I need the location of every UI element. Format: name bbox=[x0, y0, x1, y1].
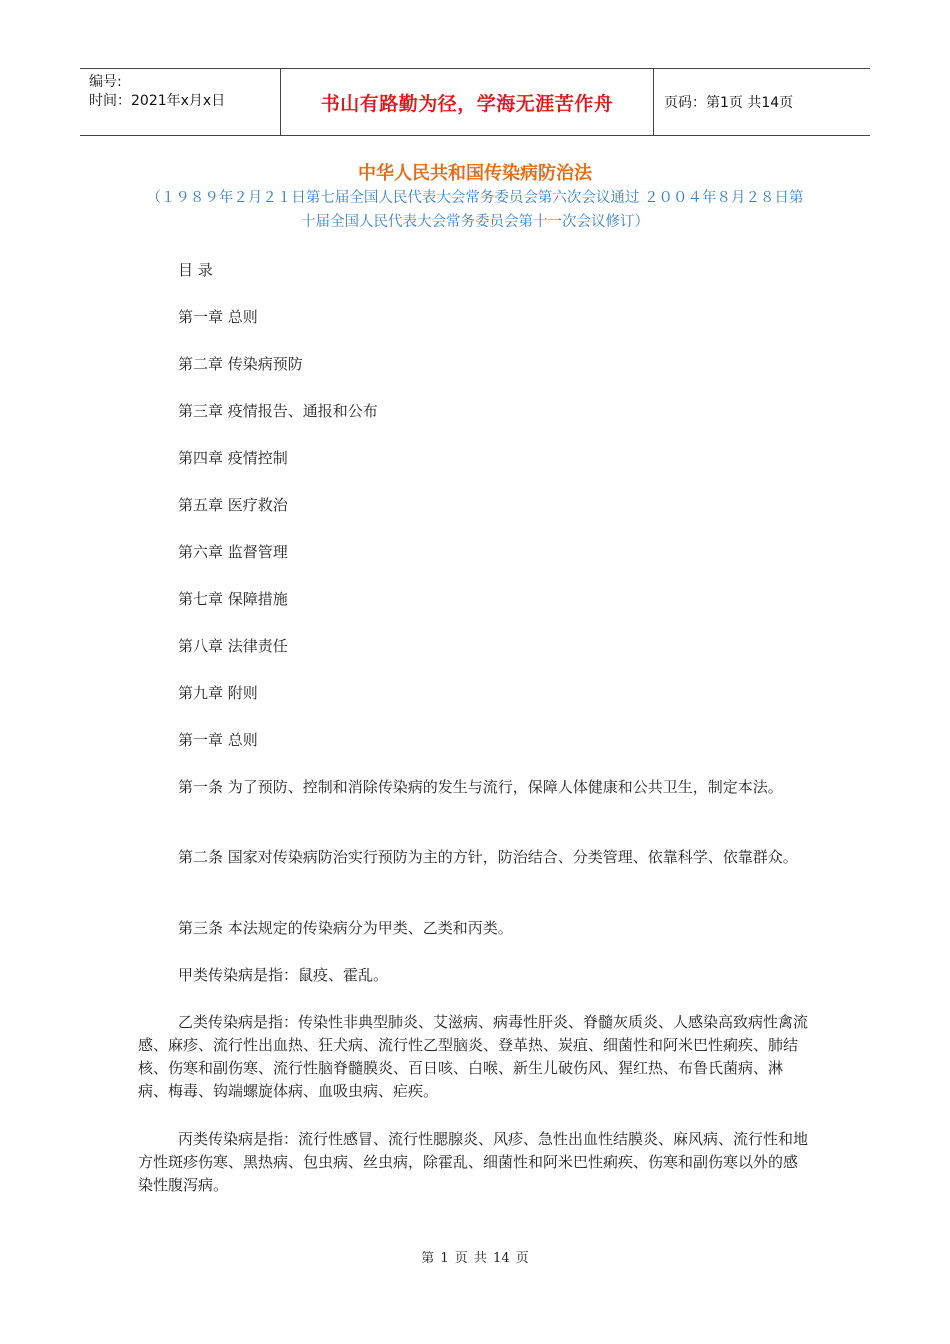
toc-item: 第八章 法律责任 bbox=[178, 637, 288, 655]
toc-heading: 目 录 bbox=[178, 261, 213, 279]
chapter-heading: 第一章 总则 bbox=[178, 731, 258, 749]
article-paragraph: 丙类传染病是指：流行性感冒、流行性腮腺炎、风疹、急性出血性结膜炎、麻风病、流行性和地方性斑疹伤寒、黑热病、包虫病、丝虫病，除霍乱、细菌性和阿米巴性痢疾、伤寒和副伤寒以外的感染性腹泻病。 bbox=[138, 1130, 809, 1194]
document-subtitle: （１９８９年２月２１日第七届全国人民代表大会常务委员会第六次会议通过 ２００４年８月２８日第十届全国人民代表大会常务委员会第十一次会议修订） bbox=[146, 190, 804, 230]
toc-item: 第四章 疫情控制 bbox=[178, 449, 288, 467]
article-paragraph: 甲类传染病是指：鼠疫、霍乱。 bbox=[178, 966, 389, 984]
toc-item: 第五章 医疗救治 bbox=[178, 496, 288, 514]
header-page-info: 页码：第1页 共14页 bbox=[664, 95, 794, 111]
toc-item: 第三章 疫情报告、通报和公布 bbox=[178, 402, 378, 420]
article-paragraph: 第二条 国家对传染病防治实行预防为主的方针，防治结合、分类管理、依靠科学、依靠群众。 bbox=[178, 848, 798, 866]
document-number-label: 编号: bbox=[89, 74, 122, 90]
article-paragraph: 第三条 本法规定的传染病分为甲类、乙类和丙类。 bbox=[178, 919, 513, 937]
toc-item: 第九章 附则 bbox=[178, 684, 258, 702]
toc-item: 第六章 监督管理 bbox=[178, 543, 288, 561]
document-title: 中华人民共和国传染病防治法 bbox=[358, 163, 592, 184]
header-meta bbox=[80, 69, 281, 135]
header-motto: 书山有路勤为径，学海无涯苦作舟 bbox=[281, 69, 654, 135]
article-paragraph: 第一条 为了预防、控制和消除传染病的发生与流行，保障人体健康和公共卫生，制定本法。 bbox=[178, 778, 783, 796]
toc-item: 第一章 总则 bbox=[178, 308, 258, 326]
toc-item: 第七章 保障措施 bbox=[178, 590, 288, 608]
toc-item: 第二章 传染病预防 bbox=[178, 355, 303, 373]
article-paragraph: 乙类传染病是指：传染性非典型肺炎、艾滋病、病毒性肝炎、脊髓灰质炎、人感染高致病性禽流感、麻疹、流行性出血热、狂犬病、流行性乙型脑炎、登革热、炭疽、细菌性和阿米巴性痢疾、肺结核、伤寒和副伤寒、流行性脑脊髓膜炎、百日咳、白喉、新生儿破伤风、猩红热、布鲁氏菌病、淋病、梅毒、钩端螺旋体病、血吸虫病、疟疾。 bbox=[138, 1013, 809, 1100]
document-time-label: 时间：2021年x月x日 bbox=[89, 93, 226, 109]
page-header bbox=[80, 68, 870, 136]
page-footer: 第 1 页 共 14 页 bbox=[421, 1251, 529, 1266]
